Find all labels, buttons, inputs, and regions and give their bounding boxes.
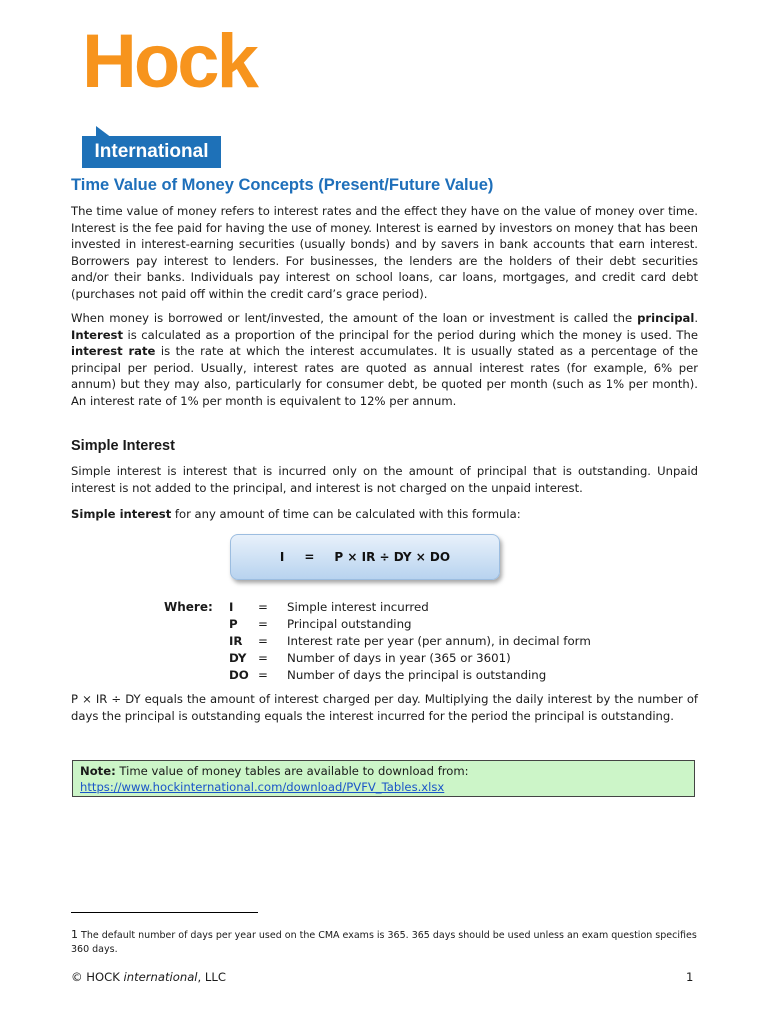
- text-span: for any amount of time can be calculated with this formula:: [171, 507, 521, 521]
- formula-lhs: I: [279, 550, 285, 564]
- formula-rhs: P × IR ÷ DY × DO: [334, 550, 451, 564]
- term-interest: Interest: [71, 327, 123, 342]
- text-span: is the rate at which the interest accumulates. It is usually stated as a percentage of the principal per period. Usually, interest rates are quoted as annual interest rates (for example, 6% per annum) but they may also, particularly for consumer debt, be quoted per month (such as 1% per month). An interest rate of 1% per month is equivalent to 12% per annum.: [71, 344, 699, 408]
- definition-text: Simple interest incurred: [287, 600, 429, 614]
- note-label: Note:: [80, 764, 116, 778]
- definition-text: Number of days in year (365 or 3601): [287, 651, 511, 665]
- term-simple-interest: Simple interest: [71, 507, 172, 521]
- note-text: Time value of money tables are available to download from:: [115, 764, 469, 778]
- simple-interest-heading: Simple Interest: [71, 438, 175, 454]
- definition-text: Interest rate per year (per annum), in decimal form: [287, 634, 591, 648]
- definition-text: Number of days the principal is outstanding: [287, 668, 547, 682]
- text-span: © HOCK: [71, 970, 124, 984]
- note-box: [72, 760, 695, 797]
- definition-symbol: DY: [229, 651, 247, 665]
- term-interest-rate: interest rate: [71, 344, 156, 358]
- logo-wordmark: Hock: [82, 19, 256, 104]
- text-span: , LLC: [197, 970, 226, 984]
- simple-interest-paragraph: Simple interest is interest that is incurred only on the amount of principal that is outstanding. Unpaid interest is not added to the principal, and interest is not charged on the unpaid interest.: [71, 464, 698, 495]
- definition-text: Principal outstanding: [287, 617, 412, 631]
- definition-equals: =: [258, 617, 268, 631]
- definition-symbol: I: [229, 600, 234, 614]
- where-label: Where:: [164, 600, 213, 614]
- text-span: .: [694, 311, 698, 325]
- formula-intro: [71, 506, 698, 523]
- daily-interest-paragraph: P × IR ÷ DY equals the amount of interest charged per day. Multiplying the daily interest by the number of days the principal is outstanding equals the interest incurred for the period the principal is outstanding.: [71, 692, 698, 723]
- definition-symbol: P: [229, 617, 238, 631]
- definition-symbol: IR: [229, 634, 243, 648]
- text-span: When money is borrowed or lent/invested, the amount of the loan or investment is called the: [71, 311, 638, 325]
- intro-paragraph: The time value of money refers to interest rates and the effect they have on the value of money over time. Interest is the fee paid for having the use of money. Interest is earned by investors on money that has been invested in interest-earning securities (usually bonds) and by savers in bank accounts that earn interest. Borrowers pay interest to lenders. For businesses, the lenders are the holders of their debt securities and/or their banks. Individuals pay interest on school loans, car loans, mortgages, and credit card debt (purchases not paid off within the credit card’s grace period).: [71, 204, 698, 301]
- logo-band: International: [82, 136, 221, 168]
- definition-equals: =: [258, 668, 268, 682]
- term-principal: principal: [637, 311, 695, 325]
- page-number: 1: [686, 970, 694, 984]
- text-span: is calculated as a proportion of the principal for the period during which the money is used. The: [123, 327, 698, 342]
- tables-download-link[interactable]: https://www.hockinternational.com/download/PVFV_Tables.xlsx: [80, 780, 445, 794]
- hock-international-logo: [82, 19, 272, 162]
- footnote-divider: [71, 912, 258, 913]
- definition-symbol: DO: [229, 668, 249, 682]
- principal-paragraph: [71, 310, 698, 409]
- footnote: [71, 928, 701, 957]
- definition-equals: =: [258, 651, 268, 665]
- formula-equals: =: [304, 550, 315, 564]
- footnote-number: 1: [71, 928, 78, 941]
- text-span: international: [123, 970, 198, 984]
- definition-equals: =: [258, 600, 268, 614]
- footnote-text: The default number of days per year used on the CMA exams is 365. 365 days should be used unless an exam question specifies 360 days.: [71, 930, 697, 955]
- formula-box: [230, 534, 500, 580]
- footer-copyright: [71, 970, 226, 984]
- definition-equals: =: [258, 634, 268, 648]
- page-title: Time Value of Money Concepts (Present/Future Value): [71, 176, 494, 194]
